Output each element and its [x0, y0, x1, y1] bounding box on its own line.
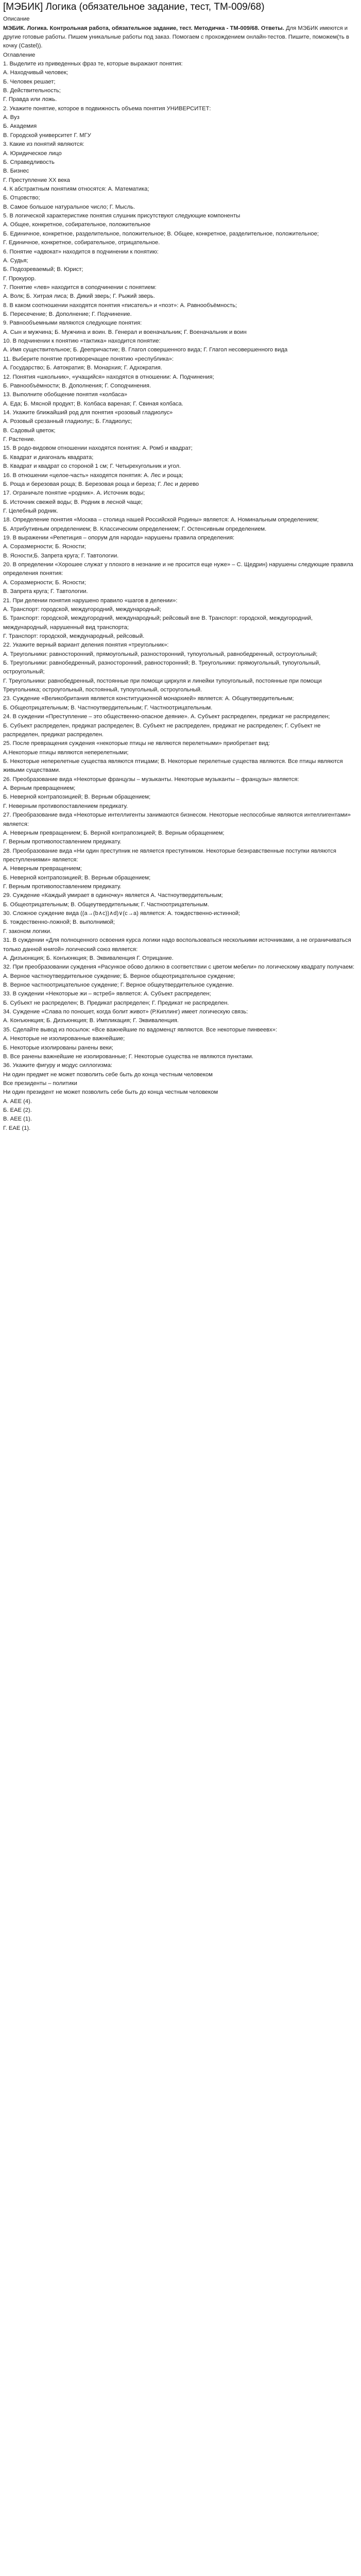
- text-line: Г. Преступление XX века: [3, 177, 70, 183]
- text-line: 29. Суждение «Каждый умирает в одиночку» является А. Частноутвердительным;: [3, 892, 223, 899]
- text-line: Б. Подозреваемый; В. Юрист;: [3, 266, 83, 273]
- text-line: 16. В отношении «целое-часть» находятся понятия: А. Лес и роща;: [3, 472, 183, 479]
- text-line: 36. Укажите фигуру и модус силлогизма:: [3, 1062, 112, 1069]
- text-line: Б. Роща и березовая роща; В. Березовая роща и береза; Г. Лес и дерево: [3, 481, 199, 487]
- text-line: А. Соразмерности; Б. Ясности;: [3, 544, 86, 550]
- text-line: А. AEE (4).: [3, 1098, 32, 1105]
- text-line: А.Некоторые птицы являются неперелетными;: [3, 749, 129, 756]
- text-line: Б. Некоторые неперелетные существа являются птицами; В. Некоторые перелетные существа являются. Все птицы являются живыми существами.: [3, 758, 343, 774]
- text-line: 6. Понятие «адвокат» находится в подчинении к понятию:: [3, 248, 159, 255]
- text-line: А. Вуз: [3, 114, 20, 121]
- text-line: Ни один предмет не может позволить себе быть до конца честным человеком: [3, 1071, 213, 1078]
- text-line: Г. Треугольники: равнобедренный, постоянные при помощи циркуля и линейки тупоугольный, постоянные при помощи Треугольника; остроугольный, постоянный, тупоугольный, остроугольный.: [3, 677, 322, 693]
- toc-label: Оглавление: [3, 52, 36, 58]
- text-line: 33. В суждении «Некоторые жи – ястреб» является: А. Субъект распределен;: [3, 991, 211, 997]
- text-line: 3. Какие из понятий являются:: [3, 141, 84, 148]
- text-line: 22. Укажите верный вариант деления понятия «треугольник»:: [3, 642, 169, 649]
- text-line: Б. Атрибутивным определением; В. Классическим определением; Г. Остенсивным определением.: [3, 526, 267, 532]
- text-line: Б. Источник свежей воды; В. Родник в лесной чаще;: [3, 499, 143, 505]
- text-line: Б. Транспорт: городской, междугородний, международный; рейсовый вне В. Транспорт: городской, междугородний, международный, нарушенный вид транспорта;: [3, 615, 313, 631]
- text-line: А. Верным превращением;: [3, 785, 76, 792]
- document-page: [0, 1, 361, 1138]
- text-line: Б. тождественно-ложной; В. выполнимой;: [3, 919, 115, 926]
- text-line: В. Садовый цветок;: [3, 427, 56, 434]
- text-line: А. Транспорт: городской, междугородний, международный;: [3, 606, 161, 613]
- text-line: Г. Верным противопоставлением предикату.: [3, 884, 122, 890]
- text-line: 30. Сложное суждение вида ((a→(b∧c))∧d)∨(c→a) является: А. тождественно-истинной;: [3, 910, 240, 917]
- text-line: А. Верное частноутвердительное суждение; Б. Верное общеотрицательное суждение;: [3, 973, 235, 979]
- text-line: 24. В суждении «Преступление – это общественно-опасное деяние». А. Субъект распределен, предикат не распределен;: [3, 714, 330, 720]
- text-line: Все президенты – политики: [3, 1080, 77, 1087]
- text-line: 1. Выделите из приведенных фраз те, которые выражают понятия:: [3, 60, 183, 67]
- text-line: 2. Укажите понятие, которое в подвижность объема понятия УНИВЕРСИТЕТ:: [3, 105, 211, 112]
- text-line: 21. При делении понятия нарушено правило «шагов в делении»:: [3, 597, 178, 604]
- text-line: А. Дизъюнкция; Б. Конъюнкция; В. Эквиваленция Г. Отрицание.: [3, 955, 174, 961]
- text-line: А. Еда; Б. Мясной продукт; В. Колбаса вареная; Г. Свиная колбаса.: [3, 400, 183, 407]
- text-line: В. Самое большое натуральное число; Г. Мысль.: [3, 204, 135, 210]
- text-line: В. AEE (1).: [3, 1116, 32, 1123]
- text-line: А. Находчивый человек;: [3, 70, 68, 76]
- text-line: А. Некоторые не изолированные важнейшие;: [3, 1036, 125, 1042]
- question-list: [3, 60, 358, 1133]
- text-line: А. Общее, конкретное, собирательное, положительное: [3, 222, 151, 228]
- text-line: 19. В выражении «Репетиция – опорум для народа» нарушены правила определения:: [3, 535, 235, 541]
- text-line: 4. К абстрактным понятиям относятся: А. Математика;: [3, 186, 149, 192]
- text-line: А. Сын и мужчина; Б. Мужчина и воин. В. Генерал и военачальник; Г. Военачальник и воин: [3, 329, 247, 335]
- text-line: В. Верное частноотрицательное суждение; Г. Верное общеутвердительное суждение.: [3, 981, 234, 988]
- text-line: Б. Пересечение; В. Дополнение; Г. Подчинение.: [3, 311, 132, 318]
- document-title: [МЭБИК] Логика (обязательное задание, тест, ТМ-009/68): [3, 2, 265, 12]
- text-line: А. Государство; Б. Автократия; В. Монархия; Г. Адхократия.: [3, 365, 162, 371]
- text-line: 13. Выполните обобщение понятия «колбаса»: [3, 392, 128, 398]
- text-line: А. Неверным превращением; Б. Верной контрапозицией; В. Верным обращением;: [3, 829, 225, 836]
- text-line: 32. При преобразовании суждения «Расункое обово должно в соответствии с цветом мебели» по логическому квадрату получаем:: [3, 964, 355, 971]
- text-line: Г. Правда или ложь.: [3, 96, 57, 103]
- text-line: Б. Общеотрицательным; В. Частноутвердительным; Г. Частноотрицательным.: [3, 704, 213, 711]
- text-line: 17. Ограничьте понятие «родник». А. Источник воды;: [3, 490, 145, 497]
- text-line: Г. Единичное, конкретное, собирательное, отрицательное.: [3, 240, 160, 246]
- text-line: 14. Укажите ближайший род для понятия «розовый гладиолус»: [3, 409, 173, 416]
- text-line: 20. В определении «Хорошее служат у плохого в незнание и не просится еще нуже» – С. Щедрин) нарушены следующие правила определения понятия:: [3, 562, 353, 577]
- text-line: А. Имя существительное; Б. Деепричастие; В. Глагол совершенного вида; Г. Глагол несовершенного вида: [3, 347, 288, 353]
- text-line: Б. Общеотрицательным; В. Общеутвердительным; Г. Частноотрицательным.: [3, 901, 209, 908]
- text-line: Б. Некоторые изолированы ранены веки;: [3, 1044, 113, 1051]
- text-line: А. Судья;: [3, 257, 28, 264]
- text-line: Б. Неверной контрапозицией; В. Верным обращением;: [3, 874, 151, 881]
- text-line: Г. Неверным противопоставлением предикату.: [3, 803, 128, 809]
- text-line: Б. Единичное, конкретное, разделительное, положительное; В. Общее, конкретное, разделительное, положительное;: [3, 230, 319, 237]
- text-line: 28. Преобразование вида «Ни один преступник не является преступником. Некоторые безнравственные поступки являются преступлениями» является:: [3, 848, 336, 863]
- text-line: 23. Суждение «Великобритания является конституционной монархией» является: А. Общеутвердительным;: [3, 696, 294, 702]
- text-line: 15. В родо-видовом отношении находятся понятия: А. Ромб и квадрат;: [3, 445, 193, 452]
- text-line: В. Бизнес: [3, 168, 29, 175]
- text-line: 7. Понятие «лев» находится в соподчинении с понятием:: [3, 284, 157, 291]
- text-line: Г. Транспорт: городской, международный, рейсовый.: [3, 633, 145, 639]
- text-line: А. Розовый срезанный гладиолус; Б. Гладиолус;: [3, 418, 132, 425]
- text-line: Г. законом логики.: [3, 928, 52, 935]
- text-line: В. Городской университет Г. МГУ: [3, 132, 91, 139]
- text-line: Б. Субъект не распределен; В. Предикат распределен; Г. Предикат не распределен.: [3, 999, 229, 1006]
- intro-strong: МЭБИК. Логика. Контрольная работа, обязательное задание, тест. Методичка - ТМ-009/68. Ответы.: [3, 25, 284, 31]
- text-line: Б. Отцовство;: [3, 195, 40, 201]
- text-line: В. Действительность;: [3, 88, 61, 94]
- text-line: А. Конъюнкция; Б. Дизъюнкция; В. Импликация; Г. Эквиваленция.: [3, 1018, 179, 1024]
- text-line: Б. Академия: [3, 123, 37, 130]
- text-line: Г. EAE (1).: [3, 1125, 31, 1131]
- intro-paragraph: [3, 24, 358, 51]
- text-line: Б. Равнообъёмности; В. Дополнения; Г. Соподчинения.: [3, 382, 151, 389]
- text-line: Г. Целебный родник.: [3, 507, 58, 514]
- text-line: 31. В суждении «Для полноценного освоения курса логики надо воспользоваться несколькими источниками, а не ограничиваться только данной книгой» логический союз является:: [3, 937, 351, 953]
- text-line: Б. Справедливость: [3, 159, 55, 165]
- description-label: Описание: [3, 16, 30, 23]
- text-line: 9. Равнообъемными являются следующие понятия:: [3, 320, 142, 327]
- text-line: Ни один президент не может позволить себе быть до конца честным человеком: [3, 1089, 218, 1096]
- text-line: В. Квадрат и квадрат со стороной 1 см; Г. Четырехугольник и угол.: [3, 463, 181, 470]
- text-line: 27. Преобразование вида «Некоторые интеллигенты занимаются бизнесом. Некоторые неспособные являются интеллигентами» является:: [3, 812, 351, 827]
- text-line: Г. Прокурор.: [3, 275, 36, 282]
- text-line: 26. Преобразование вида «Некоторые французы – музыканты. Некоторые музыканты – французы» является:: [3, 776, 299, 783]
- text-line: А. Неверным превращением;: [3, 866, 82, 872]
- text-line: 10. В подчинении к понятию «тактика» находится понятие:: [3, 338, 161, 345]
- text-line: 34. Суждение «Слава по поношет, когда болит живот» (Р.Киплинг) имеет логическую связь:: [3, 1009, 248, 1015]
- text-line: Б. Субъект распределен, предикат распределен; В. Субъект не распределен, предикат не распределен; Г. Субъект не распределен, предикат распределен.: [3, 722, 321, 738]
- text-line: А. Соразмерности; Б. Ясности;: [3, 579, 86, 586]
- text-line: А. Треугольники: равносторонний, прямоугольный, разносторонний, тупоугольный, равнобедренный, остроугольный;: [3, 651, 318, 657]
- text-line: А. Волк; Б. Хитрая лиса; В. Дикий зверь; Г. Рыжий зверь.: [3, 293, 155, 300]
- text-line: Г. Растение.: [3, 436, 36, 443]
- text-line: Б. Треугольники: равнобедренный, разносторонний, равносторонний; В. Треугольники: прямоугольный, тупоугольный, остроугольный;: [3, 660, 321, 675]
- text-line: 5. В логической характеристике понятия слушник присутствуют следующие компоненты: [3, 213, 240, 219]
- text-line: 8. В каком соотношении находятся понятия «писатель» и «поэт»: А. Равнообъёмность;: [3, 302, 237, 309]
- text-line: 11. Выберите понятие противоречащее понятию «республика»:: [3, 355, 174, 362]
- text-line: 18. Определение понятия «Москва – столица нашей Российской Родины» является: А. Номинальным определением;: [3, 517, 319, 523]
- text-line: В. Все ранены важнейшие не изолированные; Г. Некоторые существа не являются пунктами.: [3, 1053, 254, 1060]
- text-line: В. Ясности;Б. Запрета круга; Г. Тавтологии.: [3, 552, 119, 559]
- text-line: Б. EAE (2).: [3, 1107, 32, 1114]
- text-line: 12. Понятия «школьник», «учащийся» находятся в отношении: А. Подчинения;: [3, 374, 214, 380]
- text-line: Г. Верным противопоставлением предикату.: [3, 839, 122, 845]
- intro-text: Для МЭБИК имеются и другие готовые работы. Пишем уникальные работы под заказ. Помогаем с прохождением онлайн-тестов. Пишите, поможем(ть в кочку (Castel)).: [3, 25, 349, 49]
- text-line: 25. После превращения суждения «некоторые птицы не являются перелетными» приобретает вид:: [3, 740, 270, 747]
- text-line: Б. Квадрат и диагональ квадрата;: [3, 454, 94, 461]
- text-line: Б. Неверной контрапозицией; В. Верным обращением;: [3, 794, 151, 801]
- text-line: А. Юридическое лицо: [3, 150, 62, 157]
- text-line: В. Запрета круга; Г. Тавтологии.: [3, 588, 88, 595]
- text-line: 35. Сделайте вывод из посылок: «Все важнейшие по вадоменцт являются. Все некоторые пинвеевх»:: [3, 1026, 278, 1033]
- text-line: Б. Человек решает;: [3, 78, 56, 85]
